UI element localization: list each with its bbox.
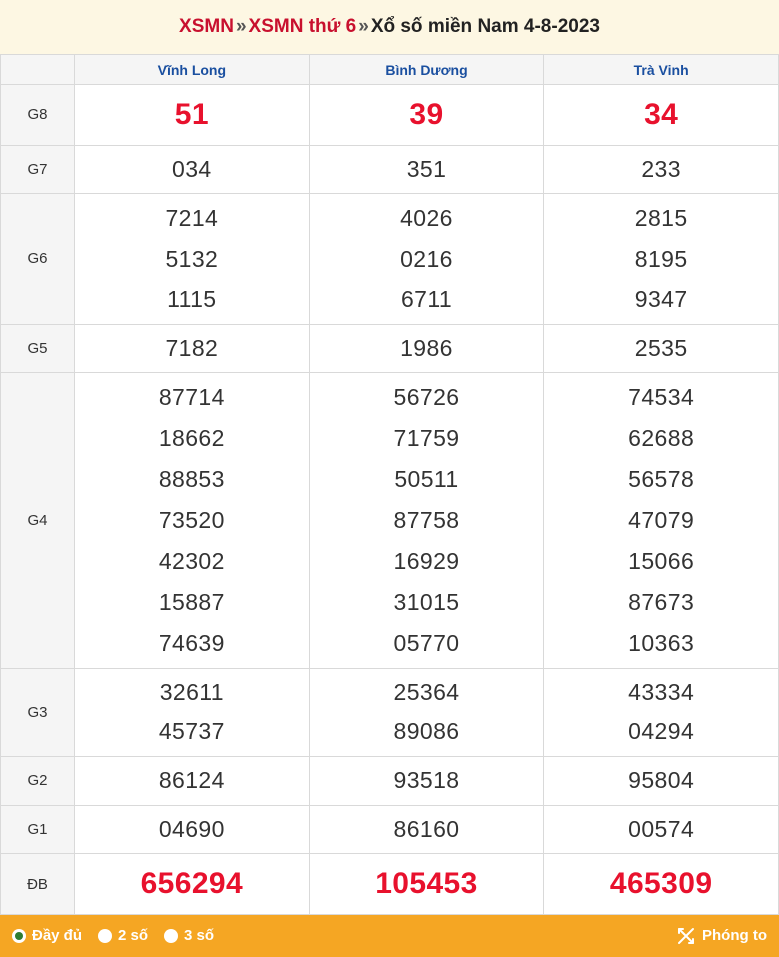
prize-cell-g1-vinh-long xyxy=(75,805,310,854)
breadcrumb xyxy=(179,16,600,38)
prize-number: 34 xyxy=(644,98,679,131)
prize-number: 50511 xyxy=(394,465,459,492)
prize-cell-g2-tra-vinh xyxy=(544,757,779,806)
prize-cell-g4-binh-duong xyxy=(309,373,544,669)
prize-cell-db-tra-vinh xyxy=(544,854,779,915)
radio-unselected-icon[interactable] xyxy=(164,929,178,943)
radio-label: Đầy đủ xyxy=(32,927,83,945)
prize-number: 1986 xyxy=(400,334,453,361)
prize-number: 034 xyxy=(172,155,212,182)
radio-unselected-icon[interactable] xyxy=(98,929,112,943)
prize-number: 73520 xyxy=(158,506,225,533)
table-row xyxy=(1,854,779,915)
prize-cell-g3-vinh-long xyxy=(75,668,310,757)
prize-number: 74639 xyxy=(158,629,225,656)
prize-number: 656294 xyxy=(140,867,244,901)
prize-number: 51 xyxy=(174,98,209,131)
prize-number: 105453 xyxy=(375,867,478,901)
prize-label-g1: G1 xyxy=(1,805,75,854)
prize-cell-g7-binh-duong xyxy=(309,145,544,194)
prize-number: 9347 xyxy=(634,286,688,313)
prize-number: 465309 xyxy=(609,867,713,901)
prize-label-g2: G2 xyxy=(1,757,75,806)
zoom-button-label: Phóng to xyxy=(702,927,767,945)
breadcrumb-link-xsmn[interactable]: XSMN xyxy=(179,16,234,37)
radio-selected-icon[interactable] xyxy=(12,929,26,943)
province-header-tra-vinh[interactable]: Trà Vinh xyxy=(544,55,779,85)
radio-option-3-so[interactable] xyxy=(164,927,214,944)
prize-cell-g6-binh-duong xyxy=(309,194,544,324)
prize-number: 87714 xyxy=(158,384,225,411)
prize-number: 71759 xyxy=(393,425,460,452)
prize-cell-g1-binh-duong xyxy=(309,805,544,854)
prize-number: 56578 xyxy=(628,465,695,492)
breadcrumb-link-xsmn-thu-6[interactable]: XSMN thứ 6 xyxy=(248,16,357,37)
prize-number: 87673 xyxy=(628,588,695,615)
prize-number: 15066 xyxy=(628,547,695,574)
prize-number: 2815 xyxy=(634,205,688,232)
page-header xyxy=(0,0,779,54)
footer-toolbar xyxy=(0,915,779,957)
prize-label-g7: G7 xyxy=(1,145,75,194)
prize-number: 56726 xyxy=(393,384,460,411)
prize-number: 6711 xyxy=(400,286,453,313)
table-row xyxy=(1,324,779,373)
prize-cell-g5-binh-duong xyxy=(309,324,544,373)
prize-number: 86124 xyxy=(158,767,225,794)
prize-number: 42302 xyxy=(158,547,225,574)
prize-number: 7182 xyxy=(165,334,219,361)
prize-cell-g6-vinh-long xyxy=(75,194,310,324)
prize-number: 233 xyxy=(641,155,681,182)
prize-number: 04690 xyxy=(158,815,225,842)
resize-icon xyxy=(677,927,695,945)
prize-cell-g3-tra-vinh xyxy=(544,668,779,757)
prize-label-g8: G8 xyxy=(1,85,75,146)
prize-cell-g8-binh-duong xyxy=(309,85,544,146)
prize-label-g5: G5 xyxy=(1,324,75,373)
prize-cell-db-binh-duong xyxy=(309,854,544,915)
breadcrumb-separator-2: » xyxy=(358,16,369,37)
prize-number: 16929 xyxy=(393,547,460,574)
prize-label-db: ĐB xyxy=(1,854,75,915)
prize-number: 95804 xyxy=(628,767,695,794)
prize-label-g4: G4 xyxy=(1,373,75,669)
prize-cell-g1-tra-vinh xyxy=(544,805,779,854)
prize-number: 351 xyxy=(406,155,447,182)
prize-number: 89086 xyxy=(393,718,460,745)
prize-number: 0216 xyxy=(400,245,453,272)
prize-number: 86160 xyxy=(393,815,460,842)
prize-cell-g4-tra-vinh xyxy=(544,373,779,669)
prize-number: 25364 xyxy=(393,678,460,705)
table-row xyxy=(1,805,779,854)
prize-number: 39 xyxy=(409,98,444,131)
prize-cell-g7-tra-vinh xyxy=(544,145,779,194)
prize-cell-g5-vinh-long xyxy=(75,324,310,373)
prize-number: 15887 xyxy=(158,588,225,615)
prize-cell-g4-vinh-long xyxy=(75,373,310,669)
radio-label: 2 số xyxy=(118,927,149,945)
prize-number: 5132 xyxy=(165,245,219,272)
prize-number: 47079 xyxy=(628,506,695,533)
prize-number: 2535 xyxy=(634,334,688,361)
breadcrumb-separator-1: » xyxy=(235,16,247,37)
results-table xyxy=(0,54,779,915)
table-header-row xyxy=(1,55,779,85)
prize-number: 93518 xyxy=(393,767,460,794)
prize-number: 10363 xyxy=(628,629,695,656)
prize-number: 88853 xyxy=(158,465,225,492)
table-row xyxy=(1,194,779,324)
display-mode-options xyxy=(12,927,214,944)
prize-cell-g8-vinh-long xyxy=(75,85,310,146)
table-corner-cell xyxy=(1,55,75,85)
table-row xyxy=(1,757,779,806)
radio-option-day-du[interactable] xyxy=(12,927,82,944)
radio-option-2-so[interactable] xyxy=(98,927,148,944)
prize-label-g6: G6 xyxy=(1,194,75,324)
zoom-button[interactable] xyxy=(677,927,767,945)
prize-number: 1115 xyxy=(167,286,217,313)
prize-number: 74534 xyxy=(628,384,695,411)
table-row xyxy=(1,668,779,757)
prize-number: 04294 xyxy=(628,718,695,745)
prize-cell-g5-tra-vinh xyxy=(544,324,779,373)
prize-number: 32611 xyxy=(159,678,224,705)
prize-number: 62688 xyxy=(628,425,695,452)
prize-number: 00574 xyxy=(628,815,695,842)
page-title: Xổ số miền Nam 4-8-2023 xyxy=(370,16,600,37)
prize-cell-g2-binh-duong xyxy=(309,757,544,806)
prize-cell-g2-vinh-long xyxy=(75,757,310,806)
prize-cell-db-vinh-long xyxy=(75,854,310,915)
prize-number: 43334 xyxy=(628,678,695,705)
table-row xyxy=(1,145,779,194)
prize-number: 45737 xyxy=(158,718,225,745)
prize-cell-g7-vinh-long xyxy=(75,145,310,194)
radio-label: 3 số xyxy=(184,927,215,945)
prize-cell-g3-binh-duong xyxy=(309,668,544,757)
prize-number: 05770 xyxy=(393,629,460,656)
prize-cell-g8-tra-vinh xyxy=(544,85,779,146)
prize-number: 4026 xyxy=(400,205,453,232)
prize-number: 18662 xyxy=(158,425,225,452)
prize-cell-g6-tra-vinh xyxy=(544,194,779,324)
prize-number: 8195 xyxy=(634,245,688,272)
prize-number: 87758 xyxy=(393,506,460,533)
table-row xyxy=(1,85,779,146)
results-table-wrapper xyxy=(0,54,779,915)
province-header-vinh-long[interactable]: Vĩnh Long xyxy=(75,55,310,85)
prize-number: 7214 xyxy=(165,205,219,232)
prize-label-g3: G3 xyxy=(1,668,75,757)
prize-number: 31015 xyxy=(393,588,460,615)
table-row xyxy=(1,373,779,669)
province-header-binh-duong[interactable]: Bình Dương xyxy=(309,55,544,85)
